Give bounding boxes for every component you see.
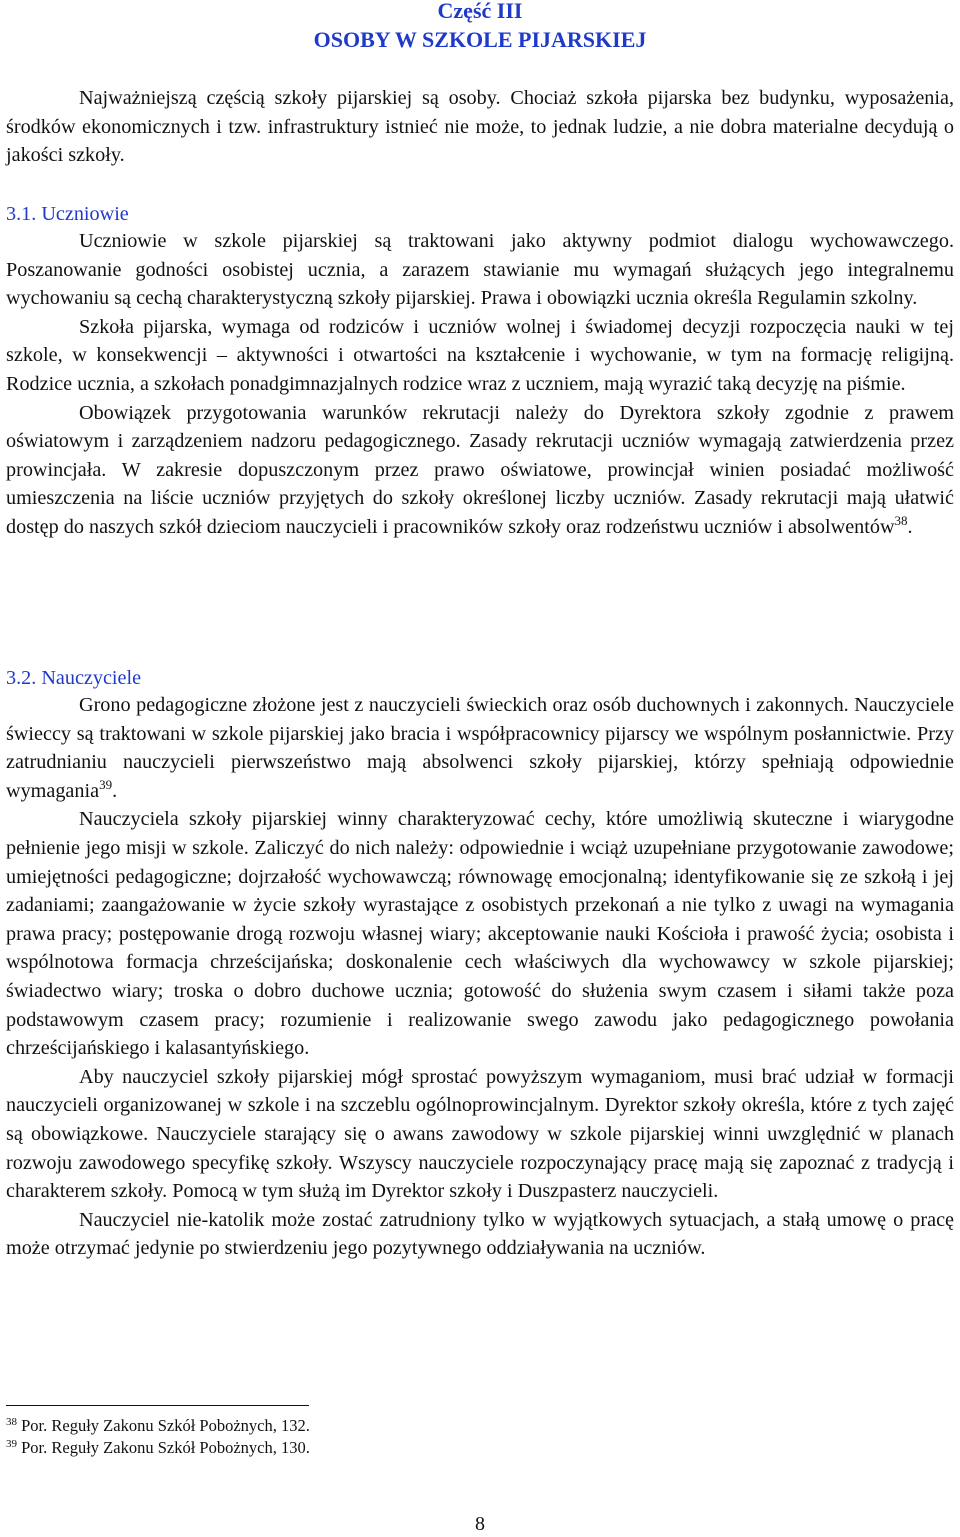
paragraph-end: .	[907, 515, 913, 538]
section-nauczyciele-body	[6, 691, 954, 1263]
section-heading-nauczyciele: 3.2. Nauczyciele	[6, 667, 142, 689]
body-paragraph: Nauczyciel nie-katolik może zostać zatrudniony tylko w wyjątkowych sytuacjach, a stałą umowę o pracę może otrzymać jedynie po stwierdzeniu jego pozytywnego oddziaływania na uczniów.	[6, 1208, 954, 1260]
body-paragraph	[6, 691, 954, 805]
footnotes	[6, 1415, 906, 1459]
footnote-text: Por. Reguły Zakonu Szkół Pobożnych, 132.	[21, 1416, 310, 1435]
part-subtitle: OSOBY W SZKOLE PIJARSKIEJ	[313, 27, 647, 52]
footnote-number: 38	[6, 1416, 17, 1428]
intro-paragraph: Najważniejszą częścią szkoły pijarskiej są osoby. Chociaż szkoła pijarska bez budynku, wyposażenia, środków ekonomicznych i tzw. infrastruktury istnieć nie może, to jednak ludzie, a nie dobra materialne decydują o jakości szkoły.	[6, 87, 954, 167]
footnote-separator	[6, 1405, 309, 1406]
body-paragraph: Aby nauczyciel szkoły pijarskiej mógł sprostać powyższym wymaganiom, musi brać udział w formacji nauczycieli organizowanej w szkole i na szczeblu ogólnoprowincjalnym. Dyrektor szkoły określa, które z tych zajęć są obowiązkowe. Nauczyciele starający się o awans zawodowy w szkole pijarskiej winni uwzględnić w planach rozwoju zawodowego specyfikę szkoły. Wszyscy nauczyciele rozpoczynający pracę mają się zapoznać z tradycją i charakterem szkoły. Pomocą w tym służą im Dyrektor szkoły i Duszpasterz nauczycieli.	[6, 1065, 954, 1203]
footnote	[6, 1415, 906, 1437]
footnote	[6, 1437, 906, 1459]
intro-block	[6, 84, 954, 170]
body-paragraph: Nauczyciela szkoły pijarskiej winny charakteryzować cechy, które umożliwią skuteczne i wiarygodne pełnienie jego misji w szkole. Zaliczyć do nich należy: odpowiednie i wciąż uzupełniane przygotowanie zawodowe; umiejętności pedagogiczne; dojrzałość wychowawczą; równowagę emocjonalną; identyfikowanie się ze szkołą i jej zadaniami; zaangażowanie w życie szkoły wyrastające z osobistych przekonań a nie tylko z uwagi na wymagania prawa pracy; postępowanie drogą rozwoju własnej wiary; akceptowanie nauki Kościoła i prawość życia; osobista i wspólnotowa formacja chrześcijańska; doskonalenie cech właściwych dla wychowawcy w szkole pijarskiej; świadectwo wiary; troska o dobro duchowe ucznia; gotowość do służenia swym czasem i siłami także poza podstawowym czasem pracy; rozumienie i realizowanie swego zawodu jako pedagogicznego powołania chrześcijańskiego i kalasantyńskiego.	[6, 808, 954, 1060]
paragraph-text: Grono pedagogiczne złożone jest z nauczycieli świeckich oraz osób duchownych i zakonnych. Nauczyciele świeccy są traktowani w szkole pijarskiej jako bracia i współpracownicy pijarscy we wspólnym posłannictwie. Przy zatrudnianiu nauczycieli pierwszeństwo mają absolwenci szkoły pijarskiej, którzy spełniają odpowiednie wymagania	[6, 694, 954, 802]
section-heading-uczniowie: 3.1. Uczniowie	[6, 203, 129, 225]
body-paragraph	[6, 399, 954, 542]
part-title: Część III	[437, 0, 523, 23]
footnote-number: 39	[6, 1438, 17, 1450]
section-uczniowie-body	[6, 227, 954, 542]
paragraph-end: .	[112, 779, 118, 802]
body-paragraph: Szkoła pijarska, wymaga od rodziców i uczniów wolnej i świadomej decyzji rozpoczęcia nauki w tej szkole, w konsekwencji – aktywności i otwartości na kształcenie i wychowanie, w tym na formację religijną. Rodzice ucznia, a szkołach ponadgimnazjalnych rodzice wraz z uczniem, mają wyrazić taką decyzję na piśmie.	[6, 315, 954, 395]
body-paragraph: Uczniowie w szkole pijarskiej są traktowani jako aktywny podmiot dialogu wychowawczego. Poszanowanie godności osobistej ucznia, a zarazem stawianie mu wymagań służących jego integralnemu wychowaniu są cechą charakterystyczną szkoły pijarskiej. Prawa i obowiązki ucznia określa Regulamin szkolny.	[6, 230, 954, 310]
page-number: 8	[475, 1513, 485, 1535]
footnote-reference: 39	[99, 776, 113, 792]
footnote-text: Por. Reguły Zakonu Szkół Pobożnych, 130.	[21, 1438, 310, 1457]
footnote-reference: 38	[894, 512, 908, 528]
paragraph-text: Obowiązek przygotowania warunków rekrutacji należy do Dyrektora szkoły zgodnie z prawem oświatowym i zarządzeniem nadzoru pedagogicznego. Zasady rekrutacji uczniów wymagają zatwierdzenia przez prowincjała. W zakresie dopuszczonym przez prawo oświatowe, prowincjał winien posiadać możliwość umieszczenia na liście uczniów przyjętych do szkoły określonej liczby uczniów. Zasady rekrutacji mają ułatwić dostęp do naszych szkół dzieciom nauczycieli i pracowników szkoły oraz rodzeństwu uczniów i absolwentów	[6, 401, 954, 538]
